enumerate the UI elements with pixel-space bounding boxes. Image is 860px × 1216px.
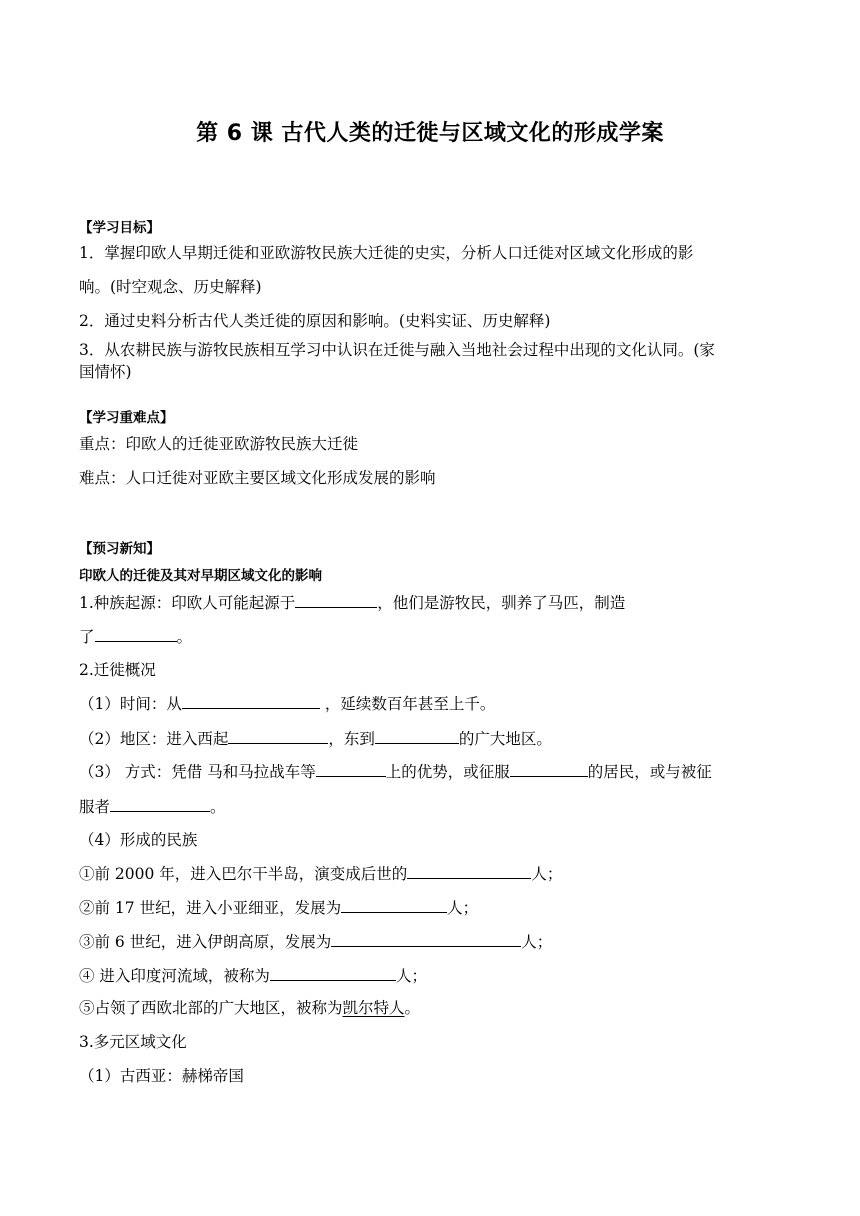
difficult-point: 难点：人口迁徙对亚欧主要区域文化形成发展的影响 [79,469,436,487]
answer-blank[interactable] [182,692,320,709]
page-title: 第 6 课 古代人类的迁徙与区域文化的形成学案 [196,121,664,146]
answer-blank[interactable] [95,625,177,642]
ancient-west-asia: （1）古西亚：赫梯帝国 [79,1067,244,1085]
question-time: （1）时间：从 ，延续数百年甚至上千。 [79,692,495,715]
goal-3-line-1: 3．从农耕民族与游牧民族相互学习中认识在迁徙与融入当地社会过程中出现的文化认同。(家 [79,341,715,359]
key-point: 重点：印欧人的迁徙亚欧游牧民族大迁徙 [79,435,359,453]
answer-blank[interactable] [228,727,328,744]
people-item-5: ⑤占领了西欧北部的广大地区，被称为凯尔特人。 [79,999,421,1017]
answer-blank[interactable] [341,896,447,913]
answer-blank[interactable] [270,964,396,981]
people-item-2: ②前 17 世纪，进入小亚细亚，发展为 人； [79,896,478,919]
question-origin: 1.种族起源：印欧人可能起源于 ，他们是游牧民，驯养了马匹，制造 [79,591,625,614]
regional-cultures: 3.多元区域文化 [79,1033,187,1051]
answer-blank[interactable] [375,727,459,744]
answer-blank[interactable] [331,930,521,947]
question-origin-cont: 了 。 [79,625,192,648]
goal-1-line-1: 1．掌握印欧人早期迁徙和亚欧游牧民族大迁徙的史实，分析人口迁徙对区域文化形成的影 [79,244,694,262]
goal-1-line-2: 响。(时空观念、历史解释) [79,278,262,296]
celts-answer: 凯尔特人 [342,999,405,1017]
people-item-1: ①前 2000 年，进入巴尔干半岛，演变成后世的 人； [79,862,562,885]
goal-2: 2．通过史料分析古代人类迁徙的原因和影响。(史料实证、历史解释) [79,312,551,330]
peoples-formed: （4）形成的民族 [79,831,198,849]
question-region: （2）地区：进入西起 ，东到 的广大地区。 [79,727,552,750]
question-method-cont: 服者 。 [79,795,226,818]
answer-blank[interactable] [110,795,210,812]
question-method: （3） 方式：凭借 马和马拉战车等 上的优势，或征服 的居民，或与被征 [79,760,712,783]
answer-blank[interactable] [295,591,377,608]
migration-overview: 2.迁徙概况 [79,661,156,679]
answer-blank[interactable] [510,760,588,777]
preview-subheading: 印欧人的迁徙及其对早期区域文化的影响 [79,568,322,584]
goals-heading: 【学习目标】 [79,220,160,236]
preview-heading: 【预习新知】 [79,541,160,557]
answer-blank[interactable] [316,760,386,777]
people-item-4: ④ 进入印度河流域，被称为 人； [79,964,427,987]
goal-3-line-2: 国情怀) [79,363,132,381]
people-item-3: ③前 6 世纪，进入伊朗高原，发展为 人； [79,930,552,953]
answer-blank[interactable] [407,862,531,879]
keypoints-heading: 【学习重难点】 [79,410,174,426]
